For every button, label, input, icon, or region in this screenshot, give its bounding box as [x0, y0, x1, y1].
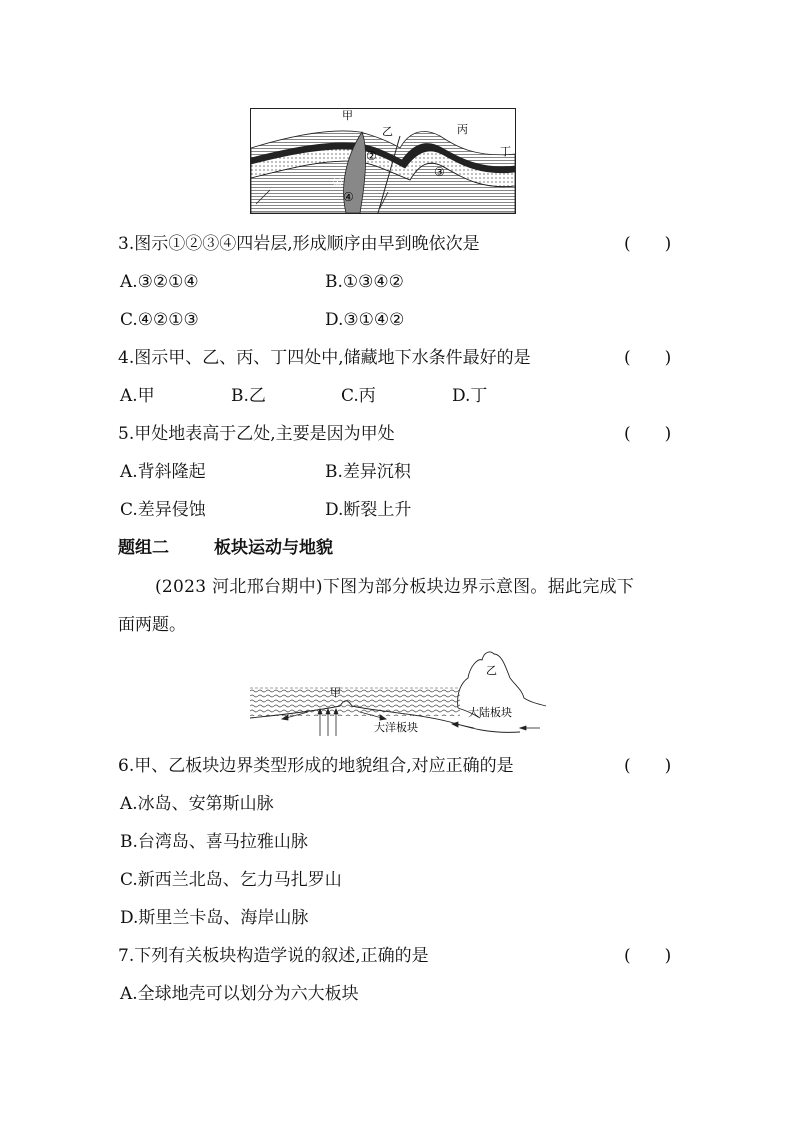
q6-answer-paren: ( )	[624, 756, 672, 776]
q3-option-b: B.①③④②	[325, 272, 404, 292]
intro-line-2: 面两题。	[118, 615, 186, 635]
q3-answer-paren: ( )	[624, 234, 672, 254]
group-title: 题组二	[118, 538, 169, 558]
q5-option-b: B.差异沉积	[325, 462, 411, 482]
q5-option-c: C.差异侵蚀	[120, 500, 206, 520]
label-continent-plate: 大陆板块	[468, 706, 512, 719]
intro-line-1: (2023 河北邢台期中)下图为部分板块边界示意图。据此完成下	[155, 577, 635, 597]
q6-option-a: A.冰岛、安第斯山脉	[120, 794, 274, 814]
q3-option-c: C.④②①③	[120, 310, 199, 330]
label-layer-4: ④	[343, 190, 354, 204]
q6-stem: 6.甲、乙板块边界类型形成的地貌组合,对应正确的是	[118, 756, 514, 776]
label-layer-2: ②	[366, 149, 377, 163]
q4-option-d: D.丁	[452, 386, 488, 406]
label-bing: 丙	[457, 123, 468, 136]
q3-stem: 3.图示①②③④四岩层,形成顺序由早到晚依次是	[118, 234, 480, 254]
q5-option-a: A.背斜隆起	[120, 462, 206, 482]
q4-option-b: B.乙	[231, 386, 266, 406]
q6-option-c: C.新西兰北岛、乞力马扎罗山	[120, 870, 342, 890]
plate-boundary-figure	[250, 648, 550, 740]
q6-option-d: D.斯里兰卡岛、海岸山脉	[120, 908, 309, 928]
group-topic: 板块运动与地貌	[214, 538, 333, 558]
q7-option-a: A.全球地壳可以划分为六大板块	[120, 984, 359, 1004]
q4-answer-paren: ( )	[624, 348, 672, 368]
q5-stem: 5.甲处地表高于乙处,主要是因为甲处	[118, 424, 395, 444]
q5-answer-paren: ( )	[624, 424, 672, 444]
q4-option-a: A.甲	[120, 386, 155, 406]
q7-stem: 7.下列有关板块构造学说的叙述,正确的是	[118, 946, 429, 966]
geologic-section-figure	[250, 108, 516, 214]
q6-option-b: B.台湾岛、喜马拉雅山脉	[120, 832, 308, 852]
q4-option-c: C.丙	[341, 386, 376, 406]
q3-option-d: D.③①④②	[325, 310, 405, 330]
q4-stem: 4.图示甲、乙、丙、丁四处中,储藏地下水条件最好的是	[118, 348, 531, 368]
q5-option-d: D.断裂上升	[325, 500, 412, 520]
q7-answer-paren: ( )	[624, 946, 672, 966]
label-layer-3: ③	[434, 165, 445, 179]
q3-option-a: A.③②①④	[120, 272, 199, 292]
label-yi: 乙	[382, 125, 393, 138]
label-jia-boundary: 甲	[330, 686, 341, 699]
label-layer-1: ①	[332, 175, 343, 189]
label-ocean-plate: 大洋板块	[374, 721, 418, 734]
label-yi-boundary: 乙	[486, 664, 497, 677]
label-jia: 甲	[342, 109, 353, 122]
label-ding: 丁	[500, 145, 511, 158]
